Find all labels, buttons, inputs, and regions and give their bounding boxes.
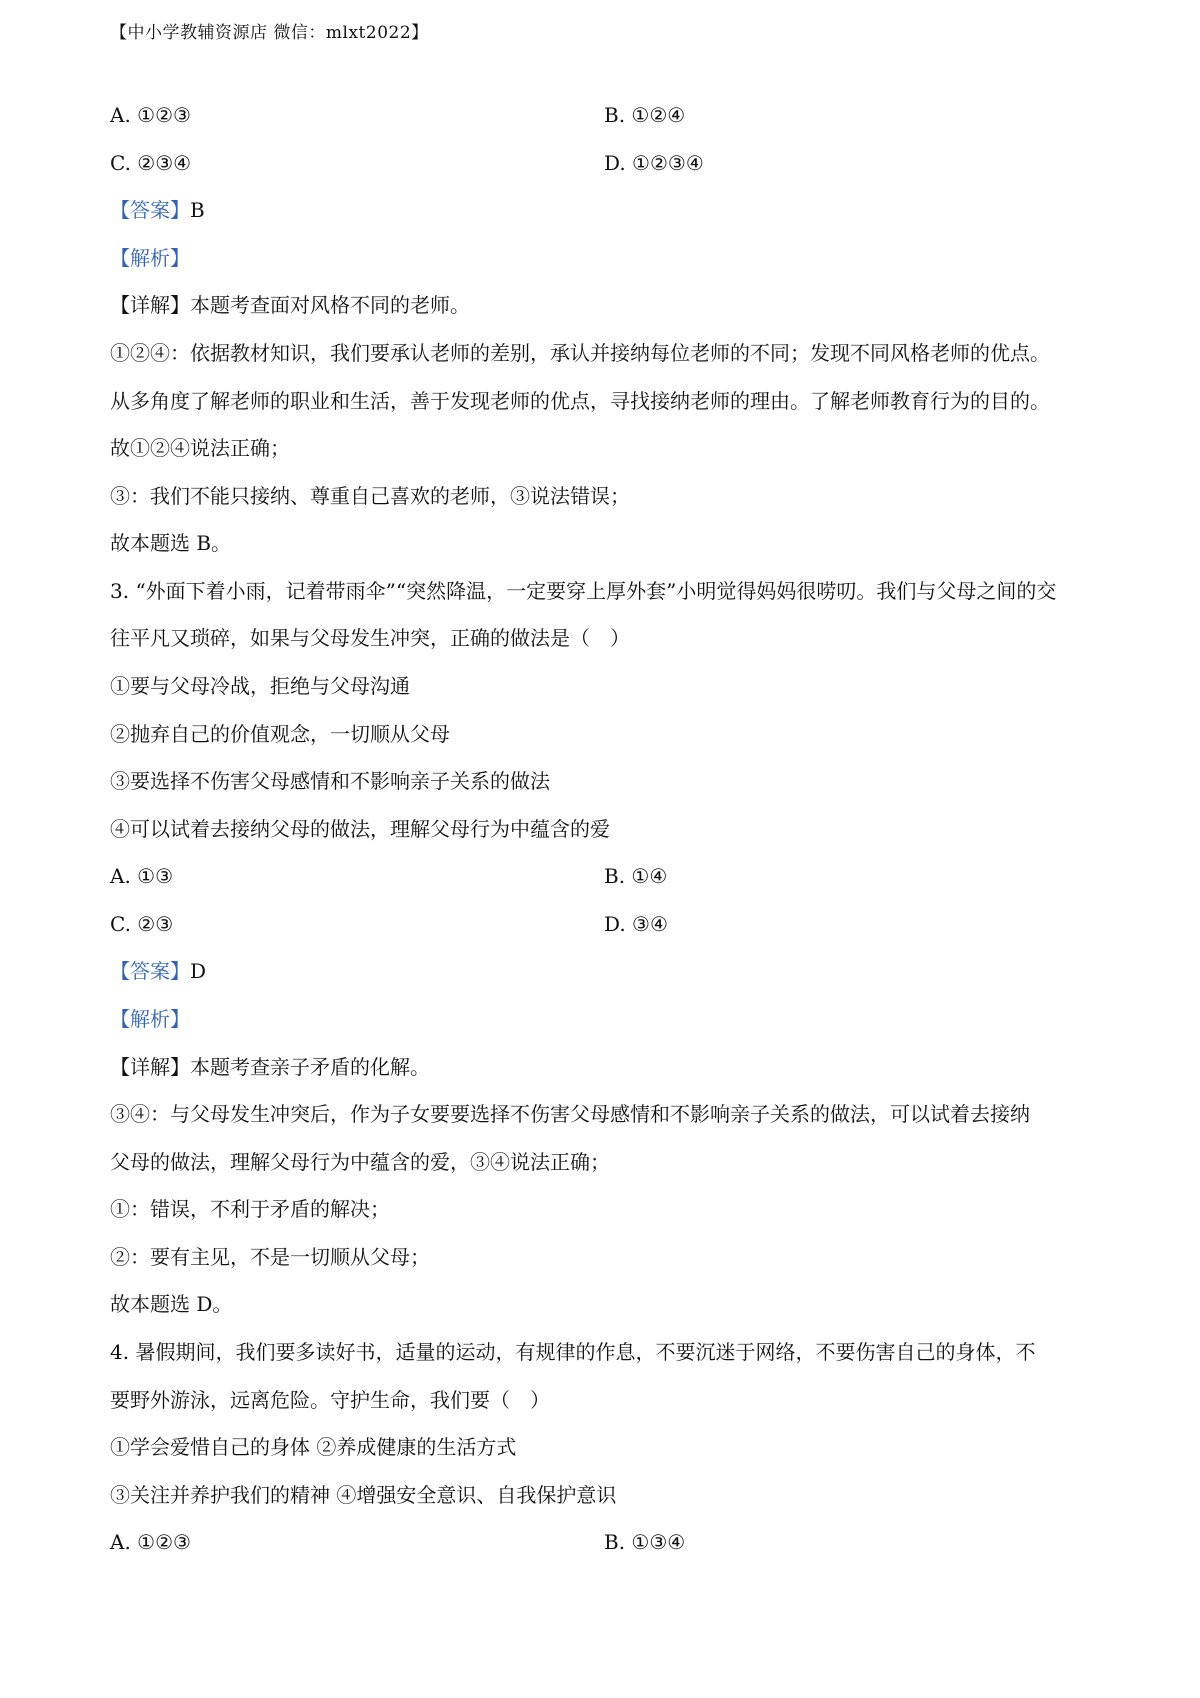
- answer-value: D: [190, 959, 207, 983]
- q2-detail-line: 故本题选 B。: [110, 531, 232, 555]
- q3-detail-line: 父母的做法，理解父母行为中蕴含的爱，③④说法正确；: [110, 1150, 610, 1174]
- watermark-header: 【中小学教辅资源店 微信：mlxt2022】: [110, 23, 429, 43]
- q2-option-d: D. ①②③④: [604, 151, 704, 175]
- q3-detail-line: ②：要有主见，不是一切顺从父母；: [110, 1245, 430, 1269]
- q4-option-b: B. ①③④: [604, 1530, 686, 1554]
- q3-detail-line: ①：错误，不利于矛盾的解决；: [110, 1197, 390, 1221]
- q2-analysis-tag: 【解析】: [110, 246, 190, 270]
- answer-tag: 【答案】: [110, 198, 190, 222]
- q3-detail-line: 【详解】本题考查亲子矛盾的化解。: [110, 1055, 430, 1079]
- q4-stem-line: 要野外游泳，远离危险。守护生命，我们要（ ）: [110, 1388, 550, 1412]
- q3-option-b: B. ①④: [604, 864, 668, 888]
- q3-item: ③要选择不伤害父母感情和不影响亲子关系的做法: [110, 769, 550, 793]
- q3-analysis-tag: 【解析】: [110, 1007, 190, 1031]
- answer-tag: 【答案】: [110, 959, 190, 983]
- q3-answer: [110, 957, 1100, 985]
- q3-option-d: D. ③④: [604, 912, 668, 936]
- q2-detail-line: 【详解】本题考查面对风格不同的老师。: [110, 293, 470, 317]
- q3-detail-line: ③④：与父母发生冲突后，作为子女要要选择不伤害父母感情和不影响亲子关系的做法，可以试着去接纳: [110, 1102, 1030, 1126]
- q3-stem-line: 3. “外面下着小雨，记着带雨伞”“突然降温，一定要穿上厚外套”小明觉得妈妈很唠叨。我们与父母之间的交: [110, 579, 1057, 603]
- answer-value: B: [190, 198, 205, 222]
- q2-detail-line: 故①②④说法正确；: [110, 436, 290, 460]
- q3-option-c: C. ②③: [110, 912, 174, 936]
- q2-detail-line: 从多角度了解老师的职业和生活，善于发现老师的优点，寻找接纳老师的理由。了解老师教育行为的目的。: [110, 389, 1050, 413]
- q2-detail-line: ①②④：依据教材知识，我们要承认老师的差别，承认并接纳每位老师的不同；发现不同风格老师的优点。: [110, 341, 1050, 365]
- q2-detail-line: ③：我们不能只接纳、尊重自己喜欢的老师，③说法错误；: [110, 484, 630, 508]
- q3-item: ①要与父母冷战，拒绝与父母沟通: [110, 674, 410, 698]
- q4-option-a: A. ①②③: [110, 1530, 191, 1554]
- q3-option-a: A. ①③: [110, 864, 174, 888]
- q4-item: ③关注并养护我们的精神 ④增强安全意识、自我保护意识: [110, 1483, 617, 1507]
- q2-option-c: C. ②③④: [110, 151, 192, 175]
- q2-option-a: A. ①②③: [110, 103, 191, 127]
- q4-item: ①学会爱惜自己的身体 ②养成健康的生活方式: [110, 1435, 517, 1459]
- q3-item: ②抛弃自己的价值观念，一切顺从父母: [110, 722, 450, 746]
- q2-answer: [110, 196, 1100, 224]
- q3-detail-line: 故本题选 D。: [110, 1292, 233, 1316]
- q3-stem-line: 往平凡又琐碎，如果与父母发生冲突，正确的做法是（ ）: [110, 626, 630, 650]
- q4-stem-line: 4. 暑假期间，我们要多读好书，适量的运动，有规律的作息，不要沉迷于网络，不要伤害自己的身体，不: [110, 1340, 1036, 1364]
- q3-item: ④可以试着去接纳父母的做法，理解父母行为中蕴含的爱: [110, 817, 610, 841]
- q2-option-b: B. ①②④: [604, 103, 686, 127]
